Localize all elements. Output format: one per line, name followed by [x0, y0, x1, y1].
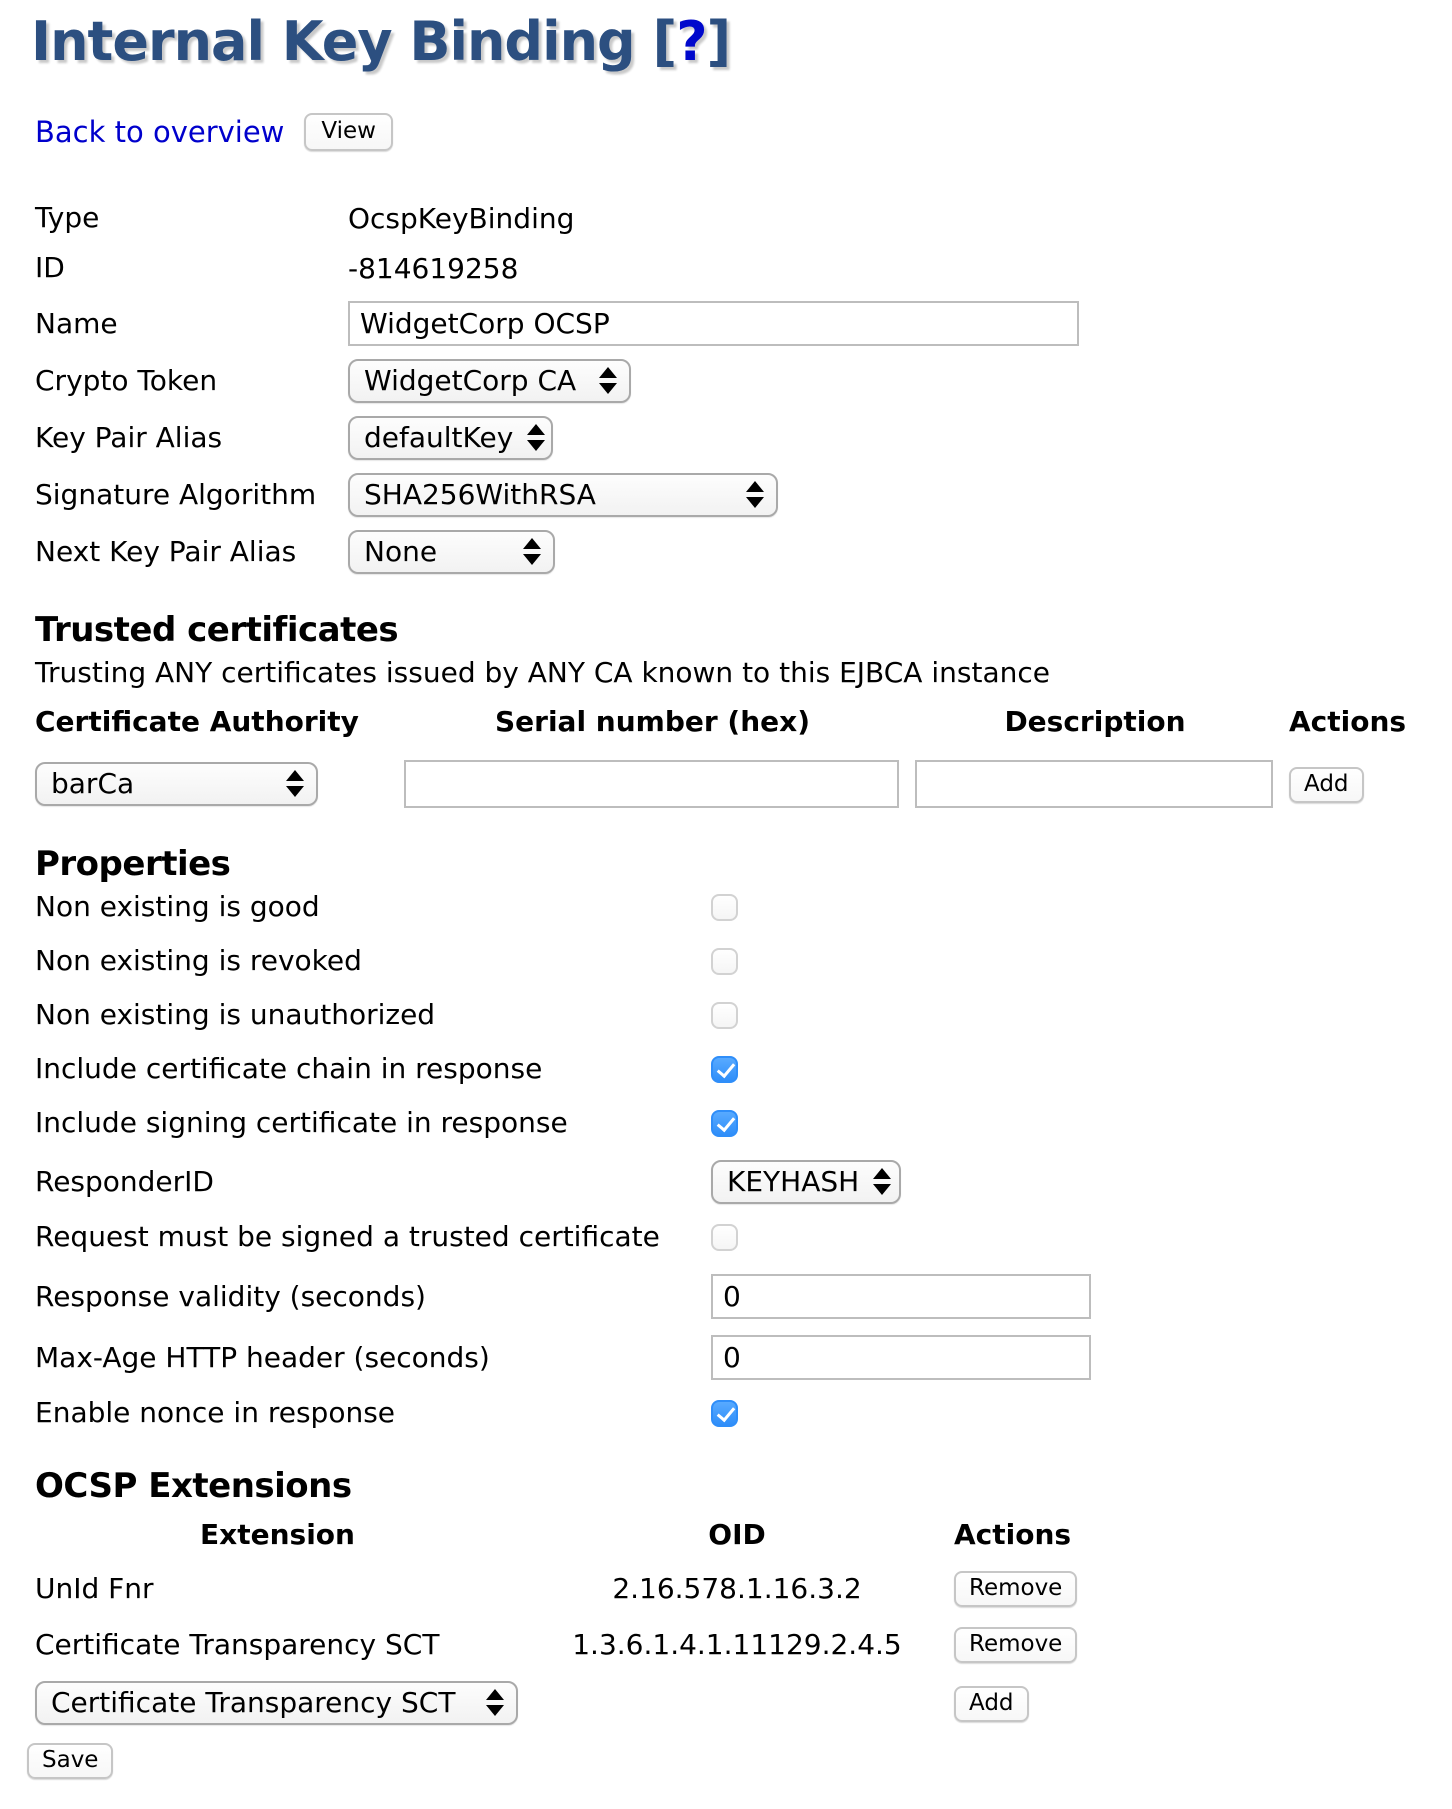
max-age-input[interactable]	[711, 1335, 1091, 1380]
properties-heading: Properties	[35, 844, 231, 884]
select-arrows-icon	[599, 367, 617, 394]
responder-id-label: ResponderID	[35, 1165, 214, 1198]
max-age-label: Max-Age HTTP header (seconds)	[35, 1340, 490, 1374]
page-title	[31, 10, 1422, 73]
view-button[interactable]: View	[304, 113, 393, 151]
select-arrows-icon	[527, 424, 545, 451]
table-row-actions	[954, 1569, 1422, 1607]
extension-name: Certificate Transparency SCT	[35, 1627, 440, 1661]
table-row	[35, 762, 390, 806]
help-bracket-open: [	[652, 10, 677, 73]
remove-extension-button[interactable]: Remove	[954, 1571, 1077, 1607]
select-arrows-icon	[873, 1168, 891, 1195]
enable-nonce-row	[35, 1396, 1422, 1430]
help-icon[interactable]: ?	[676, 10, 707, 73]
column-header-serial-number: Serial number (hex)	[494, 705, 810, 738]
property-row	[35, 944, 1422, 978]
extension-name: UnId Fnr	[35, 1571, 154, 1605]
ocsp-extensions-heading: OCSP Extensions	[35, 1466, 352, 1506]
key-pair-alias-select-value: defaultKey	[364, 420, 514, 454]
remove-extension-button[interactable]: Remove	[954, 1627, 1077, 1663]
next-key-pair-alias-select[interactable]	[348, 530, 555, 574]
save-button[interactable]: Save	[27, 1743, 113, 1779]
include-signing-certificate-checkbox[interactable]	[711, 1110, 738, 1137]
key-pair-alias-select[interactable]	[348, 416, 553, 460]
include-signing-certificate-label: Include signing certificate in response	[35, 1106, 568, 1139]
extension-select[interactable]	[35, 1681, 518, 1725]
next-key-pair-alias-row	[35, 530, 1422, 574]
key-pair-alias-row	[35, 416, 1422, 460]
property-row	[35, 1106, 1422, 1140]
id-value: -814619258	[348, 251, 519, 285]
enable-nonce-label: Enable nonce in response	[35, 1396, 396, 1429]
certificate-authority-select[interactable]	[35, 762, 318, 806]
serial-number-input[interactable]	[404, 760, 899, 808]
crypto-token-select[interactable]	[348, 359, 631, 403]
table-row-actions	[954, 1684, 1422, 1722]
column-header-actions: Actions	[1289, 705, 1407, 738]
select-arrows-icon	[746, 481, 764, 508]
column-header-ext-actions: Actions	[954, 1518, 1072, 1551]
certificate-authority-select-value: barCa	[51, 766, 135, 800]
responder-id-row	[35, 1160, 1422, 1204]
crypto-token-label: Crypto Token	[35, 364, 218, 397]
type-row	[35, 201, 1422, 235]
request-signed-label: Request must be signed a trusted certificate	[35, 1220, 660, 1253]
responder-id-select[interactable]	[711, 1160, 901, 1204]
table-row-actions	[954, 1625, 1422, 1663]
crypto-token-row	[35, 359, 1422, 403]
next-key-pair-alias-select-value: None	[364, 534, 438, 568]
non-existing-revoked-label: Non existing is revoked	[35, 944, 362, 977]
help-bracket-close: ]	[706, 10, 731, 73]
signature-algorithm-select-value: SHA256WithRSA	[364, 477, 596, 511]
column-header-extension: Extension	[200, 1518, 355, 1551]
response-validity-label: Response validity (seconds)	[35, 1279, 426, 1313]
property-row	[35, 998, 1422, 1032]
include-certificate-chain-label: Include certificate chain in response	[35, 1052, 543, 1085]
name-input[interactable]	[348, 301, 1079, 346]
name-label: Name	[35, 306, 118, 340]
add-trusted-certificate-button[interactable]: Add	[1289, 767, 1364, 803]
non-existing-unauthorized-checkbox[interactable]	[711, 1002, 738, 1029]
description-input[interactable]	[915, 760, 1273, 808]
non-existing-good-label: Non existing is good	[35, 890, 320, 923]
type-value: OcspKeyBinding	[348, 201, 575, 235]
enable-nonce-checkbox[interactable]	[711, 1400, 738, 1427]
trusted-certificates-subtitle: Trusting ANY certificates issued by ANY CA known to this EJBCA instance	[35, 656, 1050, 689]
property-row	[35, 890, 1422, 924]
response-validity-row	[35, 1274, 1422, 1319]
extension-select-value: Certificate Transparency SCT	[51, 1685, 456, 1719]
signature-algorithm-select[interactable]	[348, 473, 778, 517]
request-signed-checkbox[interactable]	[711, 1224, 738, 1251]
table-row-actions	[1289, 765, 1422, 803]
column-header-description: Description	[1004, 705, 1186, 738]
signature-algorithm-label: Signature Algorithm	[35, 478, 317, 511]
id-row	[35, 251, 1422, 285]
request-signed-row	[35, 1220, 1422, 1254]
save-row	[27, 1741, 1422, 1779]
page-title-text: Internal Key Binding	[31, 10, 635, 73]
signature-algorithm-row	[35, 473, 1422, 517]
property-row	[35, 1052, 1422, 1086]
ocsp-extensions-table	[35, 1518, 1422, 1725]
crypto-token-select-value: WidgetCorp CA	[364, 363, 577, 397]
select-arrows-icon	[523, 538, 541, 565]
extension-oid: 2.16.578.1.16.3.2	[612, 1571, 862, 1605]
key-pair-alias-label: Key Pair Alias	[35, 421, 223, 454]
non-existing-good-checkbox[interactable]	[711, 894, 738, 921]
column-header-oid: OID	[708, 1518, 766, 1551]
select-arrows-icon	[486, 1689, 504, 1716]
name-row	[35, 301, 1422, 346]
responder-id-select-value: KEYHASH	[727, 1164, 860, 1198]
add-extension-button[interactable]: Add	[954, 1686, 1029, 1722]
include-certificate-chain-checkbox[interactable]	[711, 1056, 738, 1083]
id-label: ID	[35, 251, 65, 284]
trusted-certificates-table	[35, 705, 1422, 808]
extension-oid: 1.3.6.1.4.1.11129.2.4.5	[572, 1627, 902, 1661]
key-binding-form	[35, 201, 1422, 574]
select-arrows-icon	[286, 770, 304, 797]
type-label: Type	[35, 201, 100, 234]
non-existing-revoked-checkbox[interactable]	[711, 948, 738, 975]
next-key-pair-alias-label: Next Key Pair Alias	[35, 535, 297, 568]
trusted-certificates-heading: Trusted certificates	[35, 610, 399, 650]
nav-row	[35, 113, 1422, 151]
response-validity-input[interactable]	[711, 1274, 1091, 1319]
max-age-row	[35, 1335, 1422, 1380]
back-to-overview-link[interactable]: Back to overview	[35, 115, 285, 149]
column-header-certificate-authority: Certificate Authority	[35, 705, 359, 738]
extension-select-cell	[35, 1681, 520, 1725]
non-existing-unauthorized-label: Non existing is unauthorized	[35, 998, 436, 1031]
